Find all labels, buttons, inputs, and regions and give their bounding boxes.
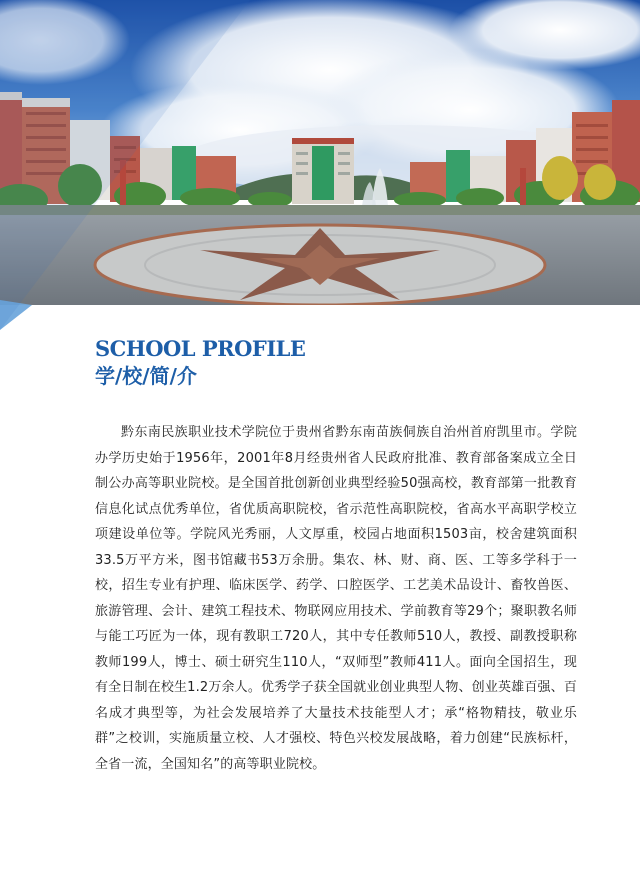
section-heading <box>95 336 305 389</box>
campus-photo <box>0 0 640 305</box>
profile-paragraph: 黔东南民族职业技术学院位于贵州省黔东南苗族侗族自治州首府凯里市。学院办学历史始于1956年，2001年8月经贵州省人民政府批准、教育部备案成立全日制公办高等职业院校。是全国首批创新创业典型经验50强高校，教育部第一批教育信息化试点优秀单位，省优质高职院校，省示范性高职院校，省高水平高职学校立项建设单位等。学院风光秀丽，人文厚重，校园占地面积1503亩，校舍建筑面积33.5万平方米，图书馆藏书53万余册。集农、林、财、商、医、工等多学科于一校，招生专业有护理、临床医学、药学、口腔医学、工艺美术品设计、畜牧兽医、旅游管理、会计、建筑工程技术、物联网应用技术、学前教育等29个；聚职教名师与能工巧匠为一体，现有教职工720人，其中专任教师510人，教授、副教授职称教师199人，博士、硕士研究生110人，“双师型”教师411人。面向全国招生，现有全日制在校生1.2万余人。优秀学子获全国就业创业典型人物、创业英雄百强、百名成才典型等，为社会发展培养了大量技术技能型人才；承“格物精技，敬业乐群”之校训，实施质量立校、人才强校、特色兴校发展战略，着力创建“民族标杆，全省一流，全国知名”的高等职业院校。 <box>95 425 577 772</box>
heading-chinese: 学/校/简/介 <box>95 364 197 388</box>
heading-english: SCHOOL PROFILE <box>95 336 306 361</box>
